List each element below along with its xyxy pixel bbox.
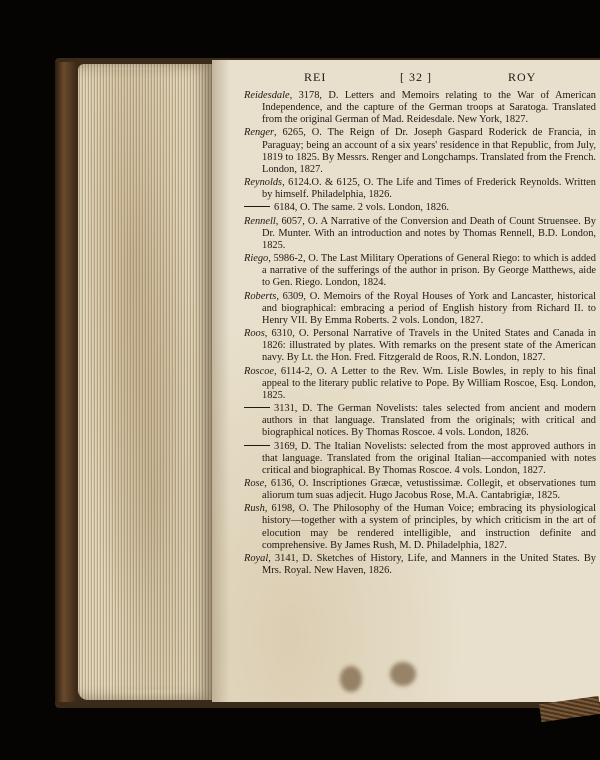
catalog-entry-continuation	[234, 403, 596, 439]
catalog-entry	[234, 127, 596, 175]
entry-author: Roberts	[244, 290, 277, 302]
entry-author: Reynolds	[244, 177, 283, 189]
entry-text: , 6309, O. Memoirs of the Royal Houses of York and Lancaster, historical and biographical: embracing a period of English history from Richard II. to Henry VII. By Emma Roberts. 2 vols. London, 1827.	[262, 290, 596, 326]
entry-text: , 3178, D. Letters and Memoirs relating to the War of American Independence, and the capture of the German troops at Saratoga. Translated from the original German of Mad. Reidesdale. New York, 1827.	[262, 90, 596, 126]
entry-author: Rush	[244, 503, 265, 515]
entry-text: , 5986-2, O. The Last Military Operations of General Riego: to which is added a narrative of the sufferings of the author in prison. By George Matthews, aide to Gen. Riego. London, 1824.	[262, 253, 596, 289]
entry-text: , 6114-2, O. A Letter to the Rev. Wm. Lisle Bowles, in reply to his final appeal to the literary public relative to Pope. By William Roscoe, Esq. London, 1825.	[262, 365, 596, 401]
entry-text: , 6310, O. Personal Narrative of Travels in the United States and Canada in 1826: illustrated by plates. With remarks on the present state of the American navy. By Lt. the Hon. Fred. Fitzgerald de Roos, R.N. London, 1827.	[262, 328, 596, 364]
catalog-entries	[234, 90, 596, 578]
ditto-rule	[244, 206, 270, 207]
entry-text: , 6136, O. Inscriptiones Græcæ, vetustissimæ. Collegit, et observationes tum aliorum tum suas adjecit. Hugo Jacobus Rose, M.A. Cantabrigiæ, 1825.	[262, 477, 596, 502]
page-stain	[390, 662, 416, 686]
page-edge-foxing	[88, 70, 198, 690]
entry-text: , 6198, O. The Philosophy of the Human Voice; embracing its physiological history—together with a system of principles, by which criticism in the art of elocution may be rendered intelligible, and instruction definite and comprehensive. By James Rush, M. D. Philadelphia, 1827.	[262, 503, 596, 551]
entry-text: , 6057, O. A Narrative of the Conversion and Death of Count Struensee. By Dr. Munter. With an introduction and notes by Thomas Rennell, B.D. London, 1825.	[262, 215, 596, 251]
catalog-entry	[234, 291, 596, 327]
entry-text: 3169, D. The Italian Novelists: selected from the most approved authors in that language. Translated from the original Italian—accompanied with notes critical and biographical. By Thomas Roscoe. 4 vols. London, 1827.	[262, 440, 596, 476]
header-right: ROY	[508, 70, 537, 84]
entry-text: 3131, D. The German Novelists: tales selected from ancient and modern authors in that language. Translated from the originals; with critical and biographical notices. By Thomas Roscoe. 4 vols. London, 1826.	[262, 403, 596, 439]
book-page	[212, 60, 600, 702]
ditto-rule	[244, 445, 270, 446]
page-number: [ 32 ]	[400, 70, 432, 84]
ditto-rule	[244, 407, 270, 408]
entry-text: 6184, O. The same. 2 vols. London, 1826.	[274, 202, 449, 214]
catalog-entry-continuation	[234, 202, 596, 214]
catalog-entry	[234, 253, 596, 289]
entry-author: Renger	[244, 127, 275, 139]
catalog-entry	[234, 553, 596, 577]
catalog-entry	[234, 177, 596, 201]
entry-text: , 3141, D. Sketches of History, Life, and Manners in the United States. By Mrs. Royal. New Haven, 1826.	[262, 552, 596, 576]
entry-author: Reidesdale	[244, 90, 290, 101]
header-left: REI	[304, 70, 327, 84]
catalog-entry	[234, 503, 596, 551]
page-stain	[340, 666, 362, 692]
book-cover-edge	[55, 62, 77, 702]
catalog-entry	[234, 328, 596, 364]
entry-author: Roos	[244, 328, 265, 340]
catalog-entry	[234, 216, 596, 252]
catalog-entry	[234, 90, 596, 126]
catalog-entry	[234, 478, 596, 502]
entry-text: , 6265, O. The Reign of Dr. Joseph Gaspard Roderick de Francia, in Paraguay; being an account of a six years' residence in that Republic, from July, 1819 to 1825. By Messrs. Renger and Longchamps. Translated from the French. London, 1827.	[262, 127, 596, 175]
entry-author: Riego	[244, 253, 269, 265]
entry-author: Royal	[244, 552, 269, 564]
entry-text: , 6124.O. & 6125, O. The Life and Times of Frederick Reynolds. Written by himself. Philadelphia, 1826.	[262, 177, 596, 201]
entry-author: Roscoe	[244, 365, 275, 377]
entry-author: Rennell	[244, 215, 276, 227]
catalog-entry-continuation	[234, 441, 596, 477]
catalog-entry	[234, 366, 596, 402]
running-header	[212, 70, 600, 86]
entry-author: Rose	[244, 477, 265, 489]
